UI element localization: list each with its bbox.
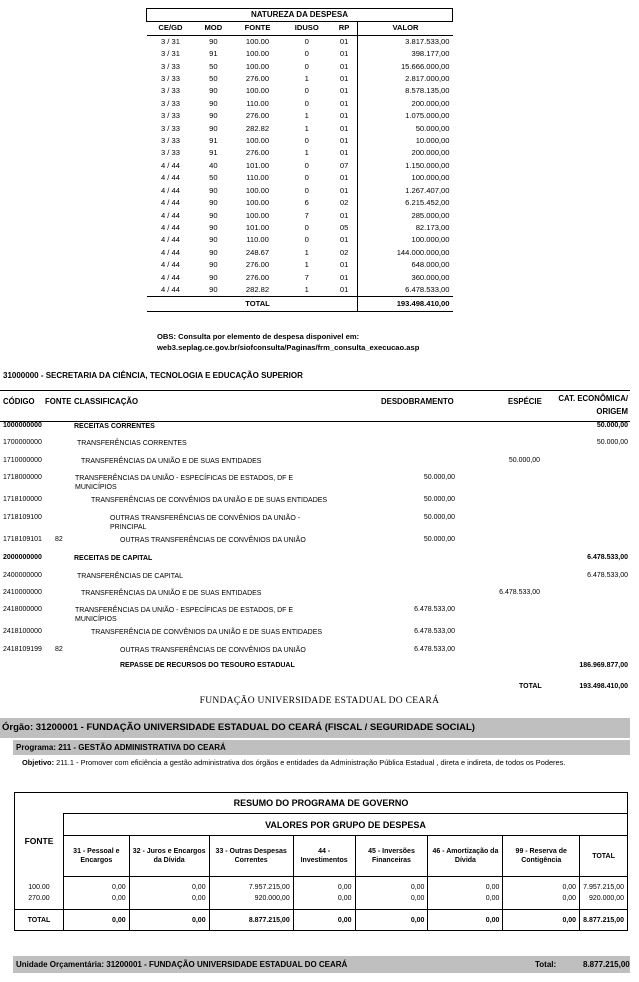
- resumo-total-value: 0,00: [355, 910, 428, 931]
- natureza-cell: 1: [304, 247, 309, 257]
- natureza-cell: 01: [339, 272, 349, 282]
- natureza-row: [147, 259, 453, 271]
- natureza-cell: 0: [304, 185, 309, 195]
- receita-fonte: 82: [55, 536, 63, 543]
- natureza-cell: 90: [209, 111, 218, 121]
- natureza-cell: 360.000,00: [358, 272, 453, 284]
- orgao-bar: Órgão: 31200001 - FUNDAÇÃO UNIVERSIDADE ESTADUAL DO CEARÁ (FISCAL / SEGURIDADE SOCIAL): [0, 718, 630, 738]
- receita-desc: TRANSFERÊNCIAS DA UNIÃO E DE SUAS ENTIDADES: [81, 458, 262, 465]
- receita-desd: 50.000,00: [423, 536, 455, 543]
- natureza-cell: 01: [339, 61, 349, 71]
- receita-desc: TRANSFERÊNCIAS DE CONVÊNIOS DA UNIÃO E DE SUAS ENTIDADES: [91, 497, 328, 504]
- receita-desd: 50.000,00: [423, 514, 455, 521]
- natureza-cell: 100.00: [245, 61, 270, 71]
- natureza-cell: 1: [304, 284, 309, 294]
- col-header: RP: [331, 22, 358, 35]
- receita-codigo: 1718109100: [3, 514, 42, 521]
- natureza-cell: 50: [209, 74, 218, 84]
- natureza-cell: 90: [209, 210, 218, 220]
- receita-row: [0, 628, 630, 640]
- natureza-cell: 90: [209, 185, 218, 195]
- receita-desc: RECEITAS DE CAPITAL: [74, 555, 153, 562]
- receita-codigo: 2418100000: [3, 628, 42, 635]
- natureza-cell: 144.000.000,00: [358, 247, 453, 259]
- header-especie: ESPÉCIE: [508, 397, 542, 406]
- natureza-cell: 01: [339, 36, 349, 46]
- natureza-row: [147, 98, 453, 110]
- natureza-cell: 276.00: [245, 260, 270, 270]
- natureza-cell: 0: [304, 222, 309, 232]
- resumo-total-value: 8.877.215,00: [209, 910, 293, 931]
- natureza-cell: 3.817.533,00: [358, 35, 453, 48]
- receita-desd: 6.478.533,00: [414, 628, 455, 635]
- receita-desc: TRANSFERÊNCIAS DA UNIÃO - ESPECÍFICAS DE ESTADOS, DF E MUNICÍPIOS: [75, 607, 294, 623]
- col-header: MOD: [194, 22, 232, 35]
- resumo-value: 0,00: [293, 882, 355, 893]
- natureza-cell: 100.00: [245, 36, 270, 46]
- natureza-cell: 01: [339, 123, 349, 133]
- receita-row: [0, 422, 630, 434]
- unidade-total-value: 8.877.215,00: [583, 960, 630, 969]
- receita-codigo: 1710000000: [3, 457, 42, 464]
- receita-desd: 6.478.533,00: [414, 606, 455, 613]
- natureza-cell: 05: [339, 222, 349, 232]
- natureza-cell: 0: [304, 61, 309, 71]
- natureza-cell: 0: [304, 36, 309, 46]
- natureza-cell: 90: [209, 260, 218, 270]
- resumo-value: 0,00: [129, 882, 209, 893]
- receita-row: [0, 606, 630, 624]
- natureza-cell: 100.00: [245, 210, 270, 220]
- header-classificacao: CLASSIFICAÇÃO: [74, 397, 139, 406]
- natureza-cell: 01: [339, 136, 349, 146]
- receita-codigo: 2418109199: [3, 646, 42, 653]
- resumo-value: 0,00: [355, 882, 428, 893]
- receita-row: [0, 646, 630, 658]
- receita-cat: 6.478.533,00: [587, 554, 628, 561]
- natureza-cell: 01: [339, 284, 349, 294]
- unidade-text: Unidade Orçamentária: 31200001 - FUNDAÇÃO UNIVERSIDADE ESTADUAL DO CEARÁ: [16, 960, 348, 969]
- natureza-cell: 200.000,00: [358, 98, 453, 110]
- natureza-cell: 40: [209, 160, 218, 170]
- fundacao-title: FUNDAÇÃO UNIVERSIDADE ESTADUAL DO CEARÁ: [199, 696, 440, 706]
- natureza-cell: 2.817.000,00: [358, 73, 453, 85]
- natureza-row: [147, 172, 453, 184]
- natureza-cell: 4 / 44: [160, 160, 180, 170]
- receita-desc: TRANSFERÊNCIAS DA UNIÃO E DE SUAS ENTIDADES: [81, 590, 262, 597]
- receita-codigo: 2418000000: [3, 606, 42, 613]
- natureza-cell: 3 / 33: [160, 86, 180, 96]
- natureza-cell: 07: [339, 160, 349, 170]
- natureza-cell: 1.075.000,00: [358, 110, 453, 122]
- resumo-total-value: 0,00: [64, 910, 130, 931]
- natureza-row: [147, 234, 453, 246]
- receita-desc: TRANSFERÊNCIAS DA UNIÃO - ESPECÍFICAS DE ESTADOS, DF E MUNICÍPIOS: [75, 475, 294, 491]
- natureza-cell: 91: [209, 49, 218, 59]
- natureza-cell: 90: [209, 272, 218, 282]
- fonte-header: [15, 836, 64, 877]
- receita-codigo: 2000000000: [3, 554, 42, 561]
- natureza-cell: 6.478.533,00: [358, 284, 453, 297]
- natureza-cell: 1: [304, 74, 309, 84]
- natureza-cell: 100.00: [245, 86, 270, 96]
- natureza-cell: 82.173,00: [358, 222, 453, 234]
- receita-total-label: TOTAL: [519, 683, 542, 690]
- resumo-row: [15, 882, 628, 893]
- natureza-cell: 02: [339, 247, 349, 257]
- natureza-cell: 0: [304, 173, 309, 183]
- natureza-cell: 02: [339, 198, 349, 208]
- resumo-value: 0,00: [428, 893, 503, 904]
- receita-row: [0, 474, 630, 492]
- natureza-cell: 6.215.452,00: [358, 197, 453, 209]
- receita-codigo: 2410000000: [3, 589, 42, 596]
- unidade-total-label: Total:: [535, 960, 557, 969]
- natureza-cell: 01: [339, 148, 349, 158]
- natureza-row: [147, 48, 453, 60]
- receita-desc: OUTRAS TRANSFERÊNCIAS DE CONVÊNIOS DA UNIÃO: [120, 647, 306, 654]
- natureza-row: [147, 135, 453, 147]
- receita-cat: 50.000,00: [596, 422, 628, 429]
- natureza-row: [147, 35, 453, 48]
- natureza-row: [147, 272, 453, 284]
- natureza-cell: 3 / 33: [160, 74, 180, 84]
- natureza-cell: 4 / 44: [160, 198, 180, 208]
- natureza-cell: 282.82: [245, 123, 270, 133]
- natureza-cell: 01: [339, 111, 349, 121]
- resumo-value: 0,00: [129, 893, 209, 904]
- natureza-cell: 3 / 33: [160, 98, 180, 108]
- resumo-value: 0,00: [355, 893, 428, 904]
- natureza-cell: 15.666.000,00: [358, 61, 453, 73]
- receita-esp: 50.000,00: [508, 457, 540, 464]
- receita-row: [0, 536, 630, 548]
- resumo-total-value: 0,00: [293, 910, 355, 931]
- natureza-cell: 0: [304, 235, 309, 245]
- natureza-cell: 90: [209, 36, 218, 46]
- header-fonte: FONTE: [45, 397, 72, 406]
- header-cat-economica: CAT. ECONÔMICA/: [558, 394, 628, 403]
- programa-bar: Programa: 211 - GESTÃO ADMINISTRATIVA DO CEARÁ: [13, 740, 630, 755]
- resumo-total-value: 0,00: [428, 910, 503, 931]
- natureza-cell: 276.00: [245, 74, 270, 84]
- natureza-row: [147, 197, 453, 209]
- natureza-cell: 285.000,00: [358, 210, 453, 222]
- resumo-value: 0,00: [64, 893, 130, 904]
- receita-desd: 6.478.533,00: [414, 646, 455, 653]
- receita-desc: OUTRAS TRANSFERÊNCIAS DE CONVÊNIOS DA UNIÃO - PRINCIPAL: [110, 515, 301, 531]
- receita-desd: 50.000,00: [423, 496, 455, 503]
- natureza-cell: 4 / 44: [160, 173, 180, 183]
- natureza-row: [147, 222, 453, 234]
- secretaria-title: 31000000 - SECRETARIA DA CIÊNCIA, TECNOLOGIA E EDUCAÇÃO SUPERIOR: [3, 371, 303, 380]
- group-header: 99 - Reserva de Contigência: [503, 836, 580, 877]
- natureza-cell: 90: [209, 235, 218, 245]
- receita-row: [0, 554, 630, 566]
- resumo-value: 920.000,00: [209, 893, 293, 904]
- natureza-cell: 0: [304, 86, 309, 96]
- group-header: 44 - Investimentos: [293, 836, 355, 877]
- obs-note: [157, 331, 419, 353]
- natureza-cell: 0: [304, 49, 309, 59]
- fonte-label: FONTE: [24, 835, 54, 846]
- natureza-total-label: TOTAL: [232, 297, 283, 312]
- natureza-cell: 90: [209, 98, 218, 108]
- natureza-cell: 0: [304, 98, 309, 108]
- resumo-subtitle: VALORES POR GRUPO DE DESPESA: [64, 814, 628, 836]
- natureza-cell: 1.267.407,00: [358, 185, 453, 197]
- natureza-cell: 1: [304, 260, 309, 270]
- receita-desc: RECEITAS CORRENTES: [74, 423, 155, 430]
- natureza-cell: 1.150.000,00: [358, 160, 453, 172]
- natureza-cell: 90: [209, 284, 218, 294]
- receita-row: [0, 514, 630, 532]
- natureza-cell: 0: [304, 160, 309, 170]
- natureza-cell: 91: [209, 136, 218, 146]
- natureza-cell: 4 / 44: [160, 222, 180, 232]
- natureza-cell: 101.00: [245, 222, 270, 232]
- natureza-cell: 110.00: [246, 235, 269, 245]
- header-origem: ORIGEM: [596, 407, 628, 416]
- resumo-total-value: 0,00: [503, 910, 580, 931]
- receita-row: [0, 457, 630, 469]
- natureza-cell: 3 / 31: [160, 36, 180, 46]
- resumo-total-label: TOTAL: [15, 910, 64, 931]
- natureza-cell: 4 / 44: [160, 247, 180, 257]
- receita-desc: TRANSFERÊNCIA DE CONVÊNIOS DA UNIÃO E DE SUAS ENTIDADES: [91, 629, 323, 636]
- natureza-cell: 101.00: [245, 160, 270, 170]
- group-header: 32 - Juros e Encargos da Dívida: [129, 836, 209, 877]
- receita-esp: 6.478.533,00: [499, 589, 540, 596]
- group-header: 31 - Pessoal e Encargos: [64, 836, 130, 877]
- natureza-cell: 50.000,00: [358, 123, 453, 135]
- col-header: VALOR: [358, 22, 453, 35]
- natureza-cell: 100.000,00: [358, 172, 453, 184]
- group-header: 33 - Outras Despesas Correntes: [209, 836, 293, 877]
- natureza-cell: 282.82: [245, 284, 270, 294]
- resumo-value: 0,00: [428, 882, 503, 893]
- natureza-row: [147, 110, 453, 122]
- natureza-cell: 100.00: [245, 198, 270, 208]
- receita-codigo: 1000000000: [3, 422, 42, 429]
- natureza-cell: 0: [304, 136, 309, 146]
- natureza-cell: 3 / 33: [160, 123, 180, 133]
- resumo-fonte: 270.00: [15, 893, 64, 904]
- natureza-row: [147, 210, 453, 222]
- resumo-value: 0,00: [64, 882, 130, 893]
- receita-codigo: 1718000000: [3, 474, 42, 481]
- natureza-cell: 1: [304, 123, 309, 133]
- repasse-value: 186.969.877,00: [579, 662, 628, 669]
- natureza-cell: 01: [339, 98, 349, 108]
- natureza-row: [147, 123, 453, 135]
- resumo-value: 7.957.215,00: [209, 882, 293, 893]
- receita-header: [0, 390, 630, 422]
- natureza-row: [147, 61, 453, 73]
- natureza-cell: 3 / 33: [160, 148, 180, 158]
- natureza-caption: NATUREZA DA DESPESA: [147, 9, 453, 22]
- natureza-cell: 01: [339, 210, 349, 220]
- natureza-total-row: [147, 297, 453, 312]
- receita-desc: OUTRAS TRANSFERÊNCIAS DE CONVÊNIOS DA UNIÃO: [120, 537, 306, 544]
- natureza-cell: 01: [339, 185, 349, 195]
- receita-total-row: [0, 683, 630, 695]
- natureza-row: [147, 185, 453, 197]
- natureza-cell: 91: [209, 148, 218, 158]
- natureza-cell: 100.00: [245, 49, 270, 59]
- natureza-cell: 4 / 44: [160, 235, 180, 245]
- natureza-cell: 8.578.135,00: [358, 85, 453, 97]
- natureza-cell: 200.000,00: [358, 147, 453, 159]
- resumo-table: [14, 792, 628, 931]
- natureza-cell: 3 / 33: [160, 111, 180, 121]
- resumo-value: 7.957.215,00: [580, 882, 628, 893]
- natureza-despesa-table: [146, 8, 453, 312]
- obs-link[interactable]: web3.seplag.ce.gov.br/siofconsulta/Paginas/frm_consulta_execucao.asp: [157, 343, 420, 352]
- receita-total-value: 193.498.410,00: [579, 683, 628, 690]
- natureza-cell: 90: [209, 247, 218, 257]
- natureza-cell: 1: [304, 111, 309, 121]
- resumo-title: RESUMO DO PROGRAMA DE GOVERNO: [15, 793, 628, 814]
- natureza-cell: 398.177,00: [358, 48, 453, 60]
- natureza-cell: 01: [339, 260, 349, 270]
- natureza-row: [147, 247, 453, 259]
- natureza-cell: 10.000,00: [358, 135, 453, 147]
- receita-desc: TRANSFERÊNCIAS CORRENTES: [77, 440, 187, 447]
- natureza-cell: 276.00: [245, 111, 270, 121]
- obs-line: OBS: Consulta por elemento de despesa disponivel em:: [157, 332, 360, 341]
- header-codigo: CÓDIGO: [3, 397, 35, 406]
- natureza-cell: 50: [209, 61, 218, 71]
- receita-fonte: 82: [55, 646, 63, 653]
- natureza-cell: 01: [339, 235, 349, 245]
- natureza-cell: 100.00: [245, 185, 270, 195]
- natureza-cell: 648.000,00: [358, 259, 453, 271]
- receita-codigo: 1718109101: [3, 536, 42, 543]
- receita-codigo: 2400000000: [3, 572, 42, 579]
- natureza-cell: 01: [339, 74, 349, 84]
- receita-row: [0, 589, 630, 601]
- repasse-row: [0, 662, 630, 674]
- natureza-cell: 3 / 31: [160, 49, 180, 59]
- natureza-cell: 276.00: [245, 148, 270, 158]
- unidade-bar: [13, 956, 630, 973]
- resumo-value: 0,00: [503, 893, 580, 904]
- natureza-cell: 100.00: [245, 136, 270, 146]
- natureza-cell: 90: [209, 86, 218, 96]
- natureza-cell: 4 / 44: [160, 260, 180, 270]
- natureza-cell: 4 / 44: [160, 284, 180, 294]
- col-header: CE/GD: [147, 22, 195, 35]
- natureza-total-value: 193.498.410,00: [358, 297, 453, 312]
- resumo-value: 920.000,00: [580, 893, 628, 904]
- natureza-row: [147, 73, 453, 85]
- resumo-row: [15, 893, 628, 904]
- repasse-label: REPASSE DE RECURSOS DO TESOURO ESTADUAL: [120, 662, 295, 669]
- natureza-cell: 90: [209, 222, 218, 232]
- natureza-cell: 01: [339, 49, 349, 59]
- col-header: FONTE: [232, 22, 283, 35]
- natureza-row: [147, 284, 453, 297]
- natureza-row: [147, 147, 453, 159]
- objetivo-text: 211.1 - Promover com eficiência a gestão administrativa dos órgãos e entidades da Administração Pública Estadual , direta e indireta, de todos os Poderes.: [56, 758, 566, 767]
- natureza-cell: 110.00: [246, 173, 269, 183]
- receita-codigo: 1718100000: [3, 496, 42, 503]
- group-header: TOTAL: [580, 836, 628, 877]
- natureza-cell: 3 / 33: [160, 61, 180, 71]
- group-header: 45 - Inversões Financeiras: [355, 836, 428, 877]
- natureza-cell: 110.00: [246, 98, 269, 108]
- header-desdobramento: DESDOBRAMENTO: [381, 397, 454, 406]
- natureza-cell: 3 / 33: [160, 136, 180, 146]
- natureza-row: [147, 85, 453, 97]
- receita-row: [0, 572, 630, 584]
- objetivo-label: Objetivo:: [22, 758, 55, 767]
- col-header: IDUSO: [283, 22, 331, 35]
- natureza-cell: 100.000,00: [358, 234, 453, 246]
- natureza-cell: 01: [339, 173, 349, 183]
- natureza-cell: 4 / 44: [160, 272, 180, 282]
- natureza-cell: 50: [209, 173, 218, 183]
- receita-cat: 50.000,00: [596, 439, 628, 446]
- natureza-cell: 7: [304, 272, 309, 282]
- receita-codigo: 1700000000: [3, 439, 42, 446]
- resumo-value: 0,00: [293, 893, 355, 904]
- natureza-cell: 90: [209, 198, 218, 208]
- natureza-cell: 248.67: [245, 247, 270, 257]
- objetivo: [22, 758, 565, 767]
- natureza-cell: 01: [339, 86, 349, 96]
- natureza-cell: 276.00: [245, 272, 270, 282]
- group-header: 46 - Amortização da Dívida: [428, 836, 503, 877]
- natureza-cell: 90: [209, 123, 218, 133]
- natureza-cell: 4 / 44: [160, 210, 180, 220]
- resumo-value: 0,00: [503, 882, 580, 893]
- natureza-cell: 6: [304, 198, 309, 208]
- receita-desc: TRANSFERÊNCIAS DE CAPITAL: [77, 573, 184, 580]
- receita-row: [0, 496, 630, 508]
- resumo-fonte: 100.00: [15, 882, 64, 893]
- natureza-cell: 1: [304, 148, 309, 158]
- natureza-cell: 4 / 44: [160, 185, 180, 195]
- receita-desd: 50.000,00: [423, 474, 455, 481]
- resumo-total-value: 8.877.215,00: [580, 910, 628, 931]
- receita-cat: 6.478.533,00: [587, 572, 628, 579]
- receita-row: [0, 439, 630, 451]
- resumo-total-value: 0,00: [129, 910, 209, 931]
- natureza-row: [147, 160, 453, 172]
- natureza-cell: 7: [304, 210, 309, 220]
